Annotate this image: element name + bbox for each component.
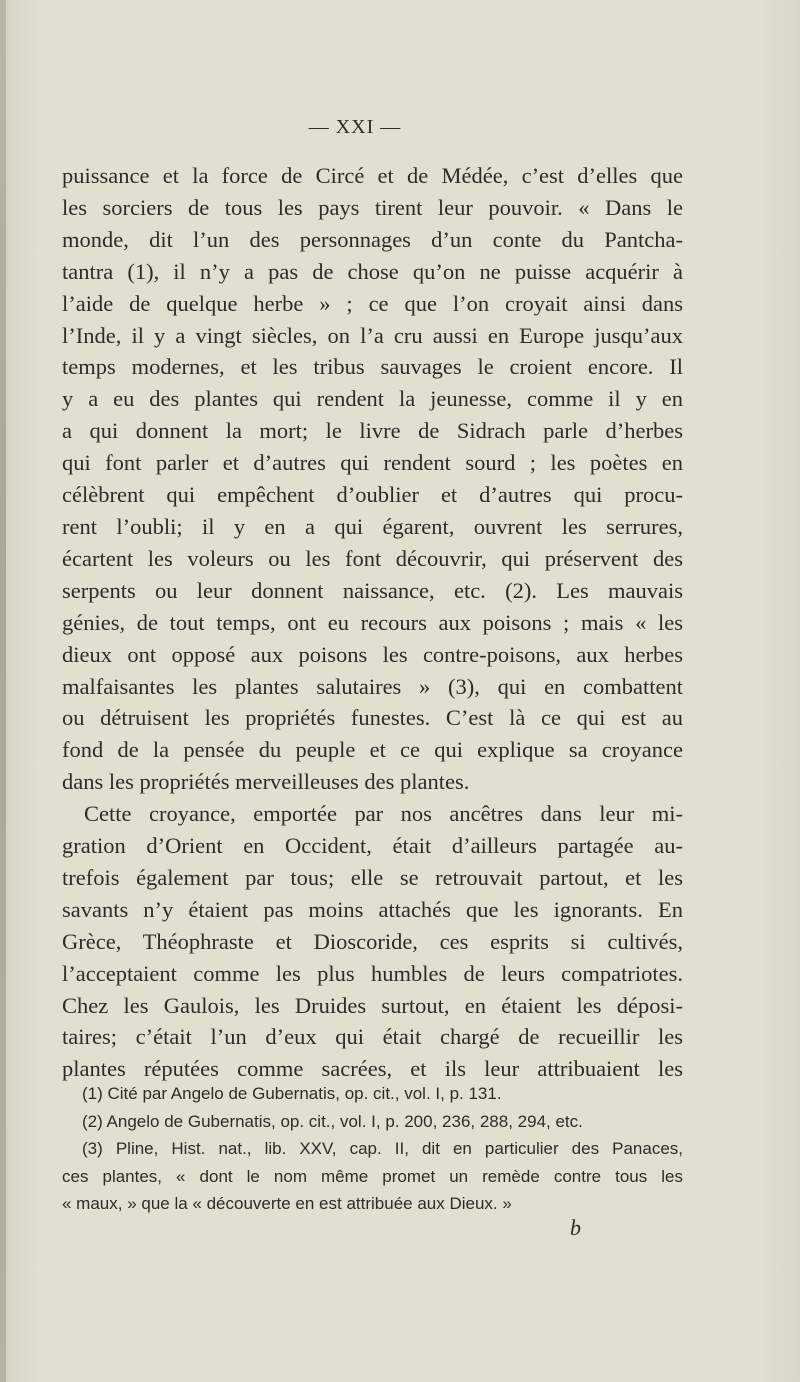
signature-mark: b: [570, 1215, 581, 1240]
body-line: dans les propriétés merveilleuses des plantes.: [62, 769, 470, 795]
footnote-3-continued: ces plantes, « dont le nom même promet un remède contre tous les: [62, 1166, 683, 1186]
footnotes: [62, 1080, 683, 1218]
body-line: temps modernes, et les tribus sauvages le croient encore. Il: [62, 354, 683, 380]
body-line: a qui donnent la mort; le livre de Sidrach parle d’herbes: [62, 418, 683, 444]
body-line: génies, de tout temps, ont eu recours aux poisons ; mais « les: [62, 609, 683, 635]
body-line: malfaisantes les plantes salutaires » (3), qui en combattent: [62, 673, 683, 699]
running-head: — XXI —: [308, 116, 402, 138]
body-line: tantra (1), il n’y a pas de chose qu’on ne puisse acquérir à: [62, 258, 683, 284]
footnote-3: (3) Pline, Hist. nat., lib. XXV, cap. II, dit en particulier des Panaces,: [82, 1139, 683, 1158]
body-text: [62, 160, 683, 1085]
body-line: monde, dit l’un des personnages d’un conte du Pantcha-: [62, 226, 683, 252]
body-line: rent l’oubli; il y en a qui égarent, ouvrent les serrures,: [62, 513, 683, 539]
body-line: serpents ou leur donnent naissance, etc. (2). Les mauvais: [62, 577, 683, 603]
body-line: l’Inde, il y a vingt siècles, on l’a cru aussi en Europe jusqu’aux: [62, 322, 683, 348]
body-line: écartent les voleurs ou les font découvrir, qui préservent des: [62, 545, 683, 571]
body-line: l’acceptaient comme les plus humbles de leurs compatriotes.: [62, 960, 683, 986]
body-line: les sorciers de tous les pays tirent leur pouvoir. « Dans le: [62, 194, 683, 220]
footnote-2: (2) Angelo de Gubernatis, op. cit., vol. I, p. 200, 236, 288, 294, etc.: [82, 1111, 583, 1131]
body-line: Grèce, Théophraste et Dioscoride, ces esprits si cultivés,: [62, 928, 683, 954]
body-line: trefois également par tous; elle se retrouvait partout, et les: [62, 864, 683, 890]
body-line: plantes réputées comme sacrées, et ils leur attribuaient les: [62, 1056, 683, 1082]
body-line: dieux ont opposé aux poisons les contre-poisons, aux herbes: [62, 641, 683, 667]
body-line: y a eu des plantes qui rendent la jeunesse, comme il y en: [62, 386, 683, 412]
body-line: taires; c’était l’un d’eux qui était chargé de recueillir les: [62, 1024, 683, 1050]
body-line: savants n’y étaient pas moins attachés que les ignorants. En: [62, 896, 683, 922]
body-line: gration d’Orient en Occident, était d’ailleurs partagée au-: [62, 833, 683, 859]
body-line: l’aide de quelque herbe » ; ce que l’on croyait ainsi dans: [62, 290, 683, 316]
body-line: qui font parler et d’autres qui rendent sourd ; les poètes en: [62, 450, 683, 476]
body-line: célèbrent qui empêchent d’oublier et d’autres qui procu-: [62, 482, 683, 508]
body-line: puissance et la force de Circé et de Médée, c’est d’elles que: [62, 163, 683, 188]
body-line: ou détruisent les propriétés funestes. C’est là ce qui est au: [62, 705, 683, 731]
footnote-3-continued: « maux, » que la « découverte en est attribuée aux Dieux. »: [62, 1194, 512, 1213]
body-line: fond de la pensée du peuple et ce qui explique sa croyance: [62, 737, 683, 763]
footnote-1: (1) Cité par Angelo de Gubernatis, op. cit., vol. I, p. 131.: [82, 1084, 502, 1103]
body-line: Cette croyance, emportée par nos ancêtres dans leur mi-: [84, 801, 683, 827]
body-line: Chez les Gaulois, les Druides surtout, en étaient les déposi-: [62, 992, 683, 1018]
page-binding-edge: [0, 0, 6, 1382]
